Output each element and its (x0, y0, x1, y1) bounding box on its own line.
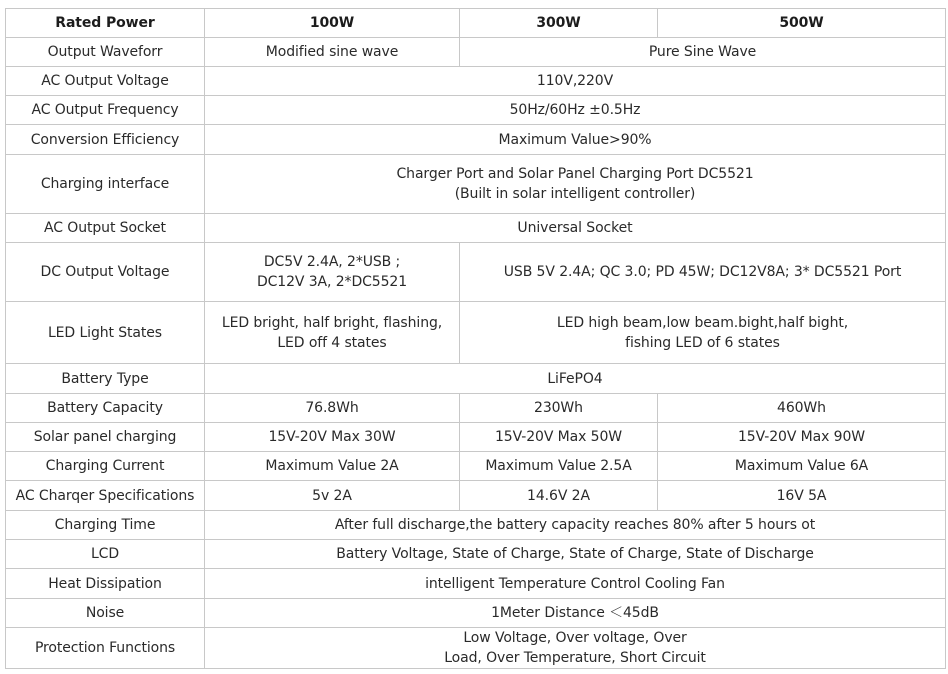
cell-value: 76.8Wh (205, 394, 460, 423)
row-label: AC Charqer Specifications (6, 481, 205, 511)
cell-line: DC12V 3A, 2*DC5521 (256, 274, 408, 290)
table-row (6, 214, 946, 243)
cell-value: Maximum Value 2A (205, 452, 460, 481)
cell-line: LED off 4 states (277, 334, 387, 351)
row-label: LED Light States (6, 302, 205, 364)
cell-value: LiFePO4 (205, 364, 946, 394)
cell-value: Pure Sine Wave (460, 38, 946, 67)
cell-value: Battery Voltage, State of Charge, State of Charge, State of Discharge (205, 540, 946, 569)
cell-value: 16V 5A (658, 481, 946, 511)
table-row (6, 423, 946, 452)
table-row (6, 569, 946, 599)
cell-value: 1Meter Distance ＜45dB (205, 599, 946, 628)
cell-value: Maximum Value 2.5A (460, 452, 658, 481)
cell-value: 110V,220V (205, 67, 946, 96)
cell-line: Load, Over Temperature, Short Circuit (444, 650, 706, 666)
row-label: Protection Functions (6, 628, 205, 669)
cell-value (205, 302, 460, 364)
cell-value (205, 243, 460, 302)
cell-line: DC5V 2.4A, 2*USB ; (263, 254, 401, 270)
cell-value: 5v 2A (205, 481, 460, 511)
row-label: LCD (6, 540, 205, 569)
row-label: AC Output Socket (6, 214, 205, 243)
cell-value: Modified sine wave (205, 38, 460, 67)
cell-value: USB 5V 2.4A; QC 3.0; PD 45W; DC12V8A; 3* DC5521 Port (460, 243, 946, 302)
row-label: Charging Current (6, 452, 205, 481)
table-row (6, 481, 946, 511)
table-row (6, 452, 946, 481)
cell-value: 460Wh (658, 394, 946, 423)
header-model-300w: 300W (460, 9, 658, 38)
table-row (6, 394, 946, 423)
cell-value: 14.6V 2A (460, 481, 658, 511)
cell-line: Low Voltage, Over voltage, Over (463, 630, 687, 646)
row-label: Battery Capacity (6, 394, 205, 423)
header-model-500w: 500W (658, 9, 946, 38)
row-label: Output Waveforr (6, 38, 205, 67)
cell-value (205, 155, 946, 214)
table-row (6, 540, 946, 569)
table-row (6, 67, 946, 96)
row-label: AC Output Frequency (6, 96, 205, 125)
row-label: Battery Type (6, 364, 205, 394)
row-label: AC Output Voltage (6, 67, 205, 96)
table-row (6, 302, 946, 364)
cell-value: intelligent Temperature Control Cooling Fan (205, 569, 946, 599)
cell-value: After full discharge,the battery capacity reaches 80% after 5 hours ot (205, 511, 946, 540)
row-label: Charging interface (6, 155, 205, 214)
cell-value: 15V-20V Max 50W (460, 423, 658, 452)
row-label: Noise (6, 599, 205, 628)
header-row (6, 9, 946, 38)
table-row (6, 364, 946, 394)
row-label: Conversion Efficiency (6, 125, 205, 155)
table-row (6, 38, 946, 67)
row-label: Solar panel charging (6, 423, 205, 452)
row-label: DC Output Voltage (6, 243, 205, 302)
cell-value: 15V-20V Max 30W (205, 423, 460, 452)
cell-value: Universal Socket (205, 214, 946, 243)
table-row (6, 599, 946, 628)
table-row (6, 243, 946, 302)
table-row (6, 628, 946, 669)
header-label: Rated Power (6, 9, 205, 38)
cell-line: LED bright, half bright, flashing, (221, 314, 443, 331)
cell-value (460, 302, 946, 364)
cell-line: Charger Port and Solar Panel Charging Port DC5521 (396, 166, 754, 182)
header-model-100w: 100W (205, 9, 460, 38)
table-row (6, 125, 946, 155)
table-row (6, 155, 946, 214)
table-row (6, 96, 946, 125)
cell-value: 50Hz/60Hz ±0.5Hz (205, 96, 946, 125)
cell-value (205, 628, 946, 669)
cell-line: (Built in solar intelligent controller) (454, 186, 696, 202)
cell-line: LED high beam,low beam.bight,half bight, (556, 314, 849, 331)
cell-value: 15V-20V Max 90W (658, 423, 946, 452)
cell-value: 230Wh (460, 394, 658, 423)
cell-value: Maximum Value 6A (658, 452, 946, 481)
cell-line: fishing LED of 6 states (625, 334, 780, 351)
cell-value: Maximum Value>90% (205, 125, 946, 155)
row-label: Heat Dissipation (6, 569, 205, 599)
spec-table (5, 8, 946, 669)
row-label: Charging Time (6, 511, 205, 540)
table-row (6, 511, 946, 540)
